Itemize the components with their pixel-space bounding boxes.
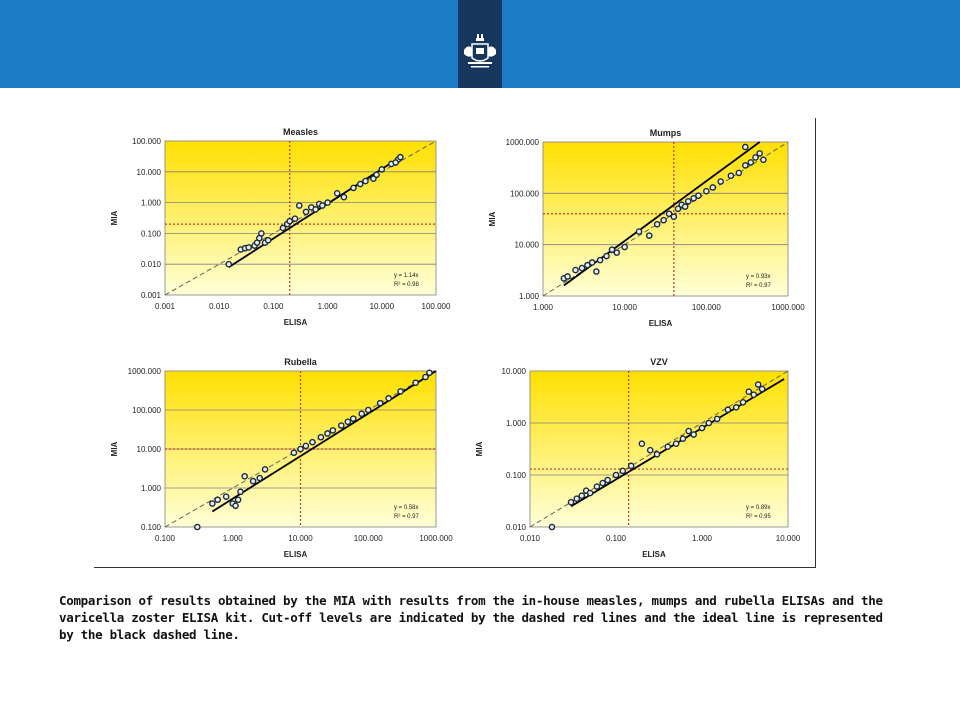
data-point [736, 170, 741, 175]
data-point [195, 524, 200, 529]
data-point [210, 501, 215, 506]
data-point [565, 274, 570, 279]
fit-r-squared: R² = 0.95 [746, 514, 771, 520]
x-tick-label: 100.000 [421, 302, 451, 311]
x-tick-label: 0.100 [154, 534, 176, 543]
figure-frame [94, 118, 816, 568]
y-tick-label: 10.000 [136, 167, 161, 177]
data-point [629, 463, 634, 468]
x-tick-label: 10.000 [775, 534, 801, 543]
x-tick-label: 1.000 [317, 302, 338, 311]
data-point [579, 265, 584, 270]
data-point [246, 245, 251, 250]
x-tick-label: 100.000 [353, 534, 383, 543]
data-point [718, 179, 723, 184]
y-tick-label: 100.000 [132, 137, 161, 146]
data-point [594, 484, 599, 489]
y-tick-label: 0.100 [505, 471, 526, 480]
x-tick-label: 10.000 [288, 534, 313, 543]
data-point [215, 497, 220, 502]
chart-title: Mumps [649, 128, 682, 138]
data-point [620, 468, 625, 473]
data-point [614, 250, 619, 255]
data-point [655, 222, 660, 227]
charts-panel [94, 118, 816, 568]
data-point [303, 443, 308, 448]
chart-title: VZV [650, 357, 668, 367]
data-point [242, 474, 247, 479]
data-point [574, 496, 579, 501]
data-point [386, 396, 391, 401]
data-point [233, 503, 238, 508]
y-tick-label: 100.000 [132, 406, 161, 415]
data-point [549, 524, 554, 529]
data-point [665, 444, 670, 449]
data-point [654, 452, 659, 457]
data-point [393, 160, 398, 165]
data-point [335, 191, 340, 196]
data-point [398, 155, 403, 160]
x-axis-label: ELISA [283, 318, 308, 327]
data-point [597, 258, 602, 263]
data-point [341, 195, 346, 200]
fit-r-squared: R² = 0.97 [746, 283, 771, 289]
x-axis-label: ELISA [642, 550, 666, 559]
data-point [358, 181, 363, 186]
data-point [351, 185, 356, 190]
data-point [257, 475, 262, 480]
fit-r-squared: R² = 0.97 [394, 514, 419, 520]
data-point [648, 448, 653, 453]
data-point [639, 441, 644, 446]
data-point [691, 432, 696, 437]
chart-mumps [488, 128, 805, 328]
data-point [588, 490, 593, 495]
y-axis-label: MIA [475, 441, 484, 457]
y-tick-label: 1000.000 [505, 138, 539, 147]
y-tick-label: 0.001 [140, 291, 161, 300]
data-point [262, 467, 267, 472]
data-point [287, 219, 292, 224]
fit-equation: y = 0.58x [394, 505, 419, 511]
x-tick-label: 0.010 [209, 302, 230, 311]
footer-text: WHO june 2016 | sero-surveys [585, 686, 749, 700]
slide-number: 14 [52, 675, 65, 687]
data-point [605, 477, 610, 482]
fit-r-squared: R² = 0.98 [394, 282, 419, 288]
data-point [359, 411, 364, 416]
data-point [236, 497, 241, 502]
data-point [743, 163, 748, 168]
data-point [320, 203, 325, 208]
data-point [310, 440, 315, 445]
x-tick-label: 100.000 [691, 303, 721, 312]
x-tick-label: 1.000 [691, 534, 713, 543]
y-axis-label: MIA [488, 211, 497, 227]
data-point [224, 494, 229, 499]
data-point [686, 428, 691, 433]
fit-equation: y = 0.89x [746, 505, 771, 511]
data-point [303, 209, 308, 214]
data-point [743, 144, 748, 149]
data-point [756, 382, 761, 387]
data-point [636, 229, 641, 234]
chart-rubella [110, 357, 453, 559]
data-point [671, 214, 676, 219]
data-point [292, 216, 297, 221]
data-point [330, 428, 335, 433]
data-point [251, 479, 256, 484]
x-tick-label: 10.000 [369, 302, 395, 311]
data-point [363, 178, 368, 183]
chart-vzv [475, 357, 801, 559]
data-point [297, 203, 302, 208]
data-point [661, 218, 666, 223]
data-point [613, 472, 618, 477]
data-point [740, 400, 745, 405]
data-point [734, 405, 739, 410]
y-tick-label: 1.000 [518, 292, 539, 301]
x-tick-label: 0.100 [605, 534, 627, 543]
data-point [748, 160, 753, 165]
data-point [604, 253, 609, 258]
x-tick-label: 0.100 [263, 302, 284, 311]
data-point [706, 420, 711, 425]
y-tick-label: 0.010 [140, 260, 161, 270]
data-point [313, 207, 318, 212]
data-point [226, 262, 231, 267]
data-point [318, 435, 323, 440]
data-point [757, 151, 762, 156]
x-axis-label: ELISA [648, 319, 673, 328]
data-point [760, 386, 765, 391]
y-tick-label: 1.000 [140, 198, 161, 208]
data-point [291, 450, 296, 455]
y-tick-label: 0.100 [140, 523, 161, 532]
data-point [686, 199, 691, 204]
data-point [761, 157, 766, 162]
data-point [746, 389, 751, 394]
y-tick-label: 1.000 [505, 419, 526, 428]
data-point [345, 419, 350, 424]
data-point [298, 446, 303, 451]
y-axis-label: MIA [110, 210, 119, 226]
data-point [590, 260, 595, 265]
x-tick-label: 0.001 [154, 302, 176, 311]
data-point [704, 189, 709, 194]
chart-measles [110, 127, 451, 327]
data-point [647, 233, 652, 238]
x-tick-label: 1000.000 [419, 534, 453, 543]
data-point [339, 423, 344, 428]
data-point [374, 172, 379, 177]
y-tick-label: 1000.000 [127, 367, 161, 376]
x-tick-label: 0.010 [519, 534, 541, 543]
data-point [378, 401, 383, 406]
data-point [751, 392, 756, 397]
y-tick-label: 0.010 [505, 523, 526, 532]
fit-equation: y = 0.93x [746, 274, 771, 280]
data-point [725, 407, 730, 412]
chart-title: Rubella [284, 357, 317, 367]
logo-tab [458, 0, 502, 88]
crown-lion-coat-of-arms-icon [458, 0, 502, 88]
y-tick-label: 0.100 [140, 229, 161, 239]
data-point [622, 244, 627, 249]
x-tick-label: 10.000 [612, 303, 637, 312]
data-point [413, 380, 418, 385]
chart-title: Measles [282, 127, 319, 137]
data-point [379, 167, 384, 172]
data-point [600, 480, 605, 485]
data-point [259, 231, 264, 236]
data-point [715, 416, 720, 421]
data-point [728, 173, 733, 178]
data-point [573, 267, 578, 272]
data-point [594, 269, 599, 274]
data-point [351, 416, 356, 421]
data-point [325, 200, 330, 205]
x-axis-label: ELISA [283, 550, 308, 559]
data-point [710, 185, 715, 190]
data-point [579, 493, 584, 498]
data-point [398, 389, 403, 394]
y-axis-label: MIA [110, 441, 119, 457]
data-point [325, 431, 330, 436]
y-tick-label: 1.000 [140, 484, 161, 493]
x-tick-label: 1.000 [222, 534, 243, 543]
data-point [238, 489, 243, 494]
y-tick-label: 10.000 [501, 367, 526, 376]
data-point [696, 193, 701, 198]
data-point [674, 441, 679, 446]
fit-equation: y = 1.14x [394, 273, 419, 279]
y-tick-label: 100.000 [510, 189, 539, 199]
data-point [266, 238, 271, 243]
figure-caption: Comparison of results obtained by the MIA with results from the in-house measles, mumps and rubella ELISAs and the varicella zoster ELISA kit. Cut-off levels are indicated by the dashed red lines and the ideal line is represented by the black dashed line. [59, 593, 883, 642]
y-tick-label: 10.000 [514, 240, 539, 250]
data-point [683, 204, 688, 209]
data-point [366, 407, 371, 412]
data-point [427, 370, 432, 375]
data-point [680, 436, 685, 441]
data-point [699, 425, 704, 430]
data-point [568, 500, 573, 505]
x-tick-label: 1.000 [532, 303, 554, 312]
x-tick-label: 1000.000 [771, 303, 805, 312]
y-tick-label: 10.000 [136, 445, 161, 454]
